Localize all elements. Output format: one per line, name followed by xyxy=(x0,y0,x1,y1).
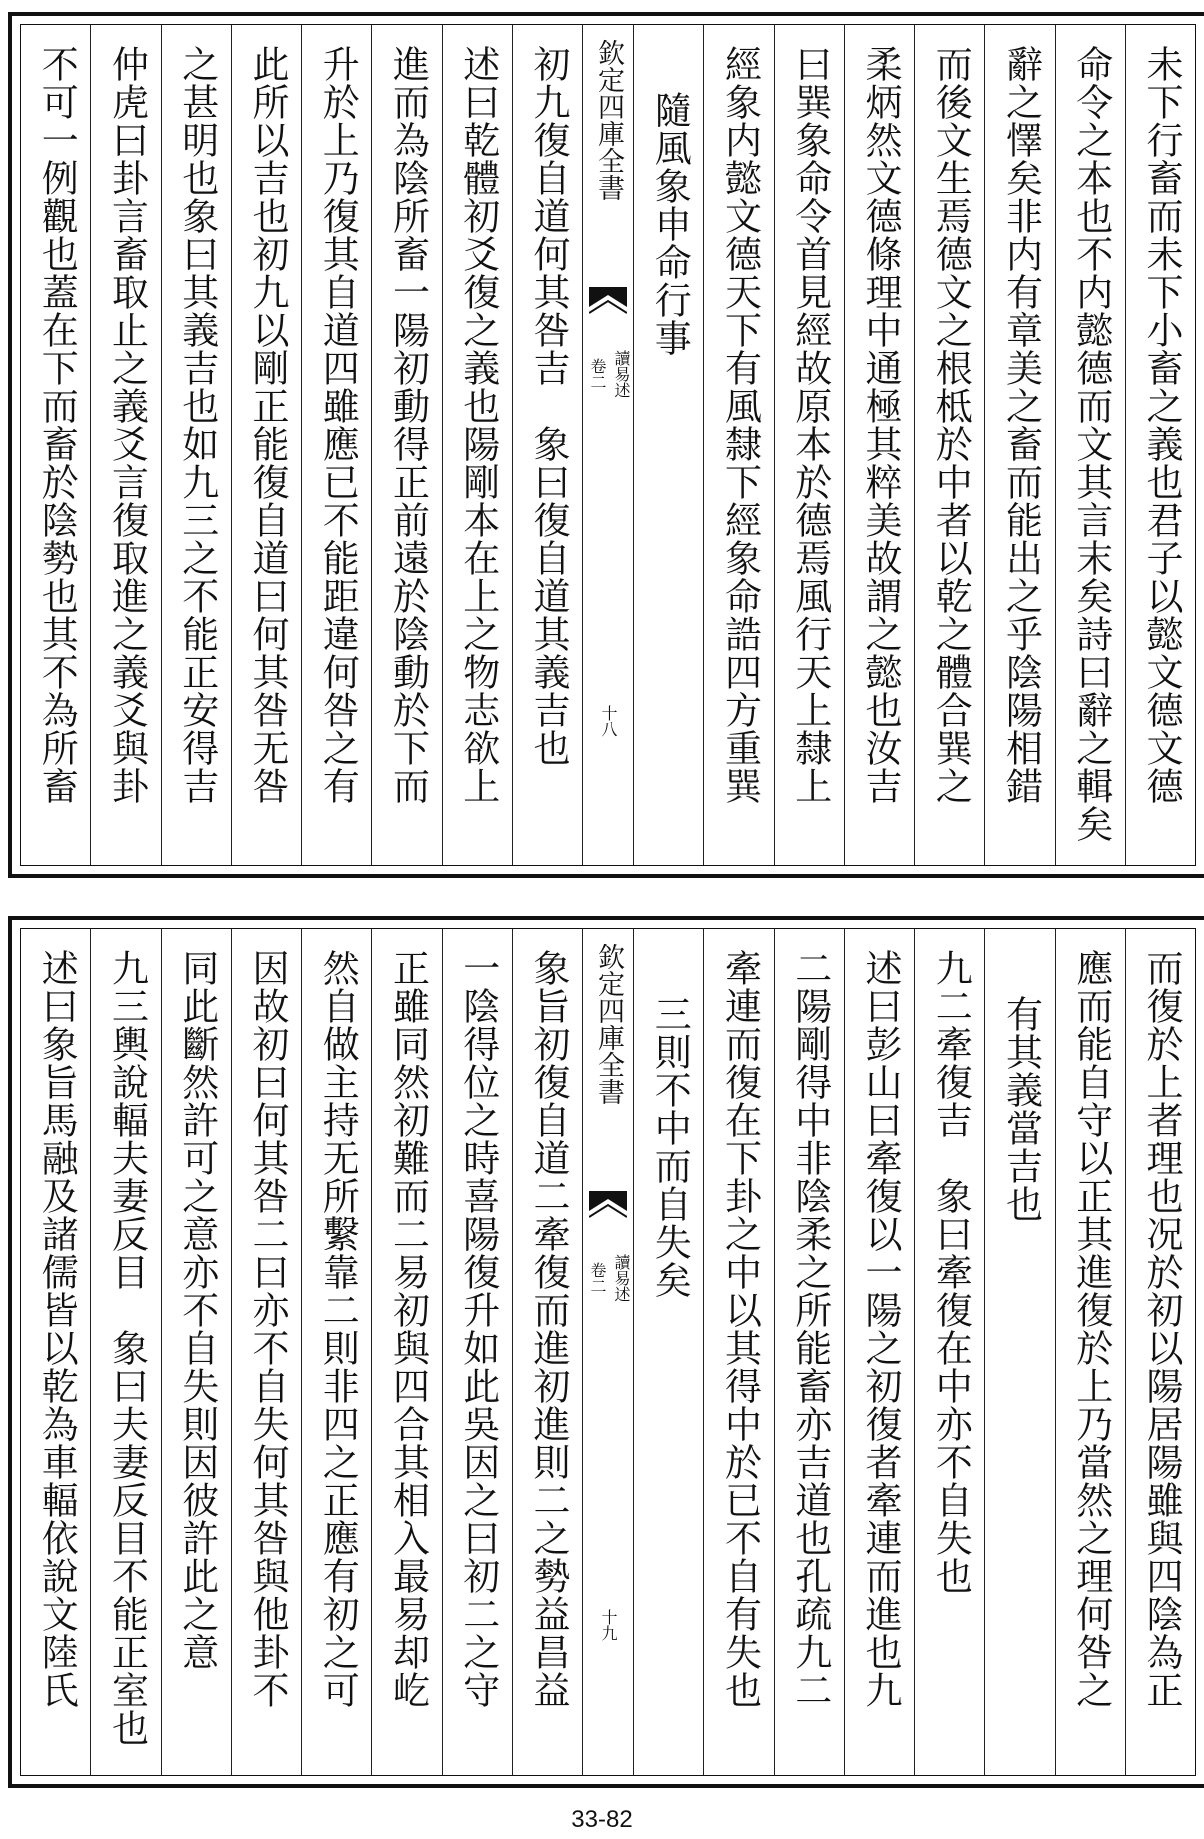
library-title: 欽定四庫全書 xyxy=(593,39,624,201)
text-column: 初九復自道何其咎吉 象曰復自道其義吉也 xyxy=(512,25,582,865)
text-column: 牽連而復在下卦之中以其得中於已不自有失也 xyxy=(703,929,773,1775)
folio-number: 十八 xyxy=(599,705,618,737)
text-column: 九二牽復吉 象曰牽復在中亦不自失也 xyxy=(914,929,984,1775)
bottom-page xyxy=(8,916,1204,1788)
text-column: 此所以吉也初九以剛正能復自道曰何其咎无咎 xyxy=(231,25,301,865)
text-column: 同此斷然許可之意亦不自失則因彼許此之意 xyxy=(161,929,231,1775)
text-column: 命令之本也不内懿德而文其言末矣詩曰辭之輯矣 xyxy=(1055,25,1125,865)
text-column: 而後文生焉德文之根柢於中者以乾之體合巽之 xyxy=(914,25,984,865)
text-column: 柔炳然文德條理中通極其粹美故謂之懿也汝吉 xyxy=(844,25,914,865)
text-column: 而復於上者理也况於初以陽居陽雖與四陰為正 xyxy=(1125,929,1195,1775)
text-column: 不可一例觀也蓋在下而畜於陰勢也其不為所畜 xyxy=(35,45,79,805)
bottom-page-frame xyxy=(20,928,1196,1776)
text-column: 三則不中而自失矣 xyxy=(633,929,703,1775)
text-column: 仲虎曰卦言畜取止之義爻言復取進之義爻與卦 xyxy=(90,25,160,865)
text-column: 升於上乃復其自道四雖應已不能距違何咎之有 xyxy=(301,25,371,865)
text-column: 進而為陰所畜一陽初動得正前遠於陰動於下而 xyxy=(371,25,441,865)
fishtail-mark-icon xyxy=(589,1191,627,1227)
page-gutter xyxy=(582,25,633,865)
text-column: 曰巽象命令首見經故原本於德焉風行天上隸上 xyxy=(774,25,844,865)
top-page-frame xyxy=(20,24,1196,866)
text-column: 象旨初復自道二牽復而進初進則二之勢益昌益 xyxy=(512,929,582,1775)
book-name: 讀易述 xyxy=(612,1254,631,1302)
volume-label: 卷二 xyxy=(588,358,607,390)
text-column: 隨風象申命行事 xyxy=(633,25,703,865)
volume-label: 卷二 xyxy=(588,1262,607,1294)
fishtail-mark-icon xyxy=(589,287,627,323)
text-column: 然自做主持无所繫靠二則非四之正應有初之可 xyxy=(301,929,371,1775)
text-column: 有其義當吉也 xyxy=(984,929,1054,1775)
book-name: 讀易述 xyxy=(612,350,631,398)
text-column: 之甚明也象曰其義吉也如九三之不能正安得吉 xyxy=(161,25,231,865)
top-page xyxy=(8,12,1204,878)
text-column: 一陰得位之時喜陽復升如此吳因之曰初二之守 xyxy=(442,929,512,1775)
text-column: 九三輿說輻夫妻反目 象曰夫妻反目不能正室也 xyxy=(90,929,160,1775)
text-column: 因故初曰何其咎二曰亦不自失何其咎與他卦不 xyxy=(231,929,301,1775)
text-column: 經象内懿文德天下有風隸下經象命誥四方重巽 xyxy=(703,25,773,865)
text-column: 二陽剛得中非陰柔之所能畜亦吉道也孔疏九二 xyxy=(774,929,844,1775)
text-column: 述曰彭山曰牽復以一陽之初復者牽連而進也九 xyxy=(844,929,914,1775)
folio-number: 十九 xyxy=(599,1609,618,1641)
text-column: 未下行畜而未下小畜之義也君子以懿文德文德 xyxy=(1125,25,1195,865)
text-column: 正雖同然初難而二易初與四合其相入最易却屹 xyxy=(371,929,441,1775)
book-title xyxy=(583,350,633,398)
text-column: 述曰象旨馬融及諸儒皆以乾為車輻依說文陸氏 xyxy=(35,949,79,1709)
text-column: 辭之懌矣非内有章美之畜而能出之乎陰陽相錯 xyxy=(984,25,1054,865)
text-column: 述曰乾體初爻復之義也陽剛本在上之物志欲上 xyxy=(442,25,512,865)
book-title xyxy=(583,1254,633,1302)
text-column: 應而能自守以正其進復於上乃當然之理何咎之 xyxy=(1055,929,1125,1775)
page-gutter xyxy=(582,929,633,1775)
page-number: 33-82 xyxy=(571,1806,633,1833)
library-title: 欽定四庫全書 xyxy=(593,943,624,1105)
